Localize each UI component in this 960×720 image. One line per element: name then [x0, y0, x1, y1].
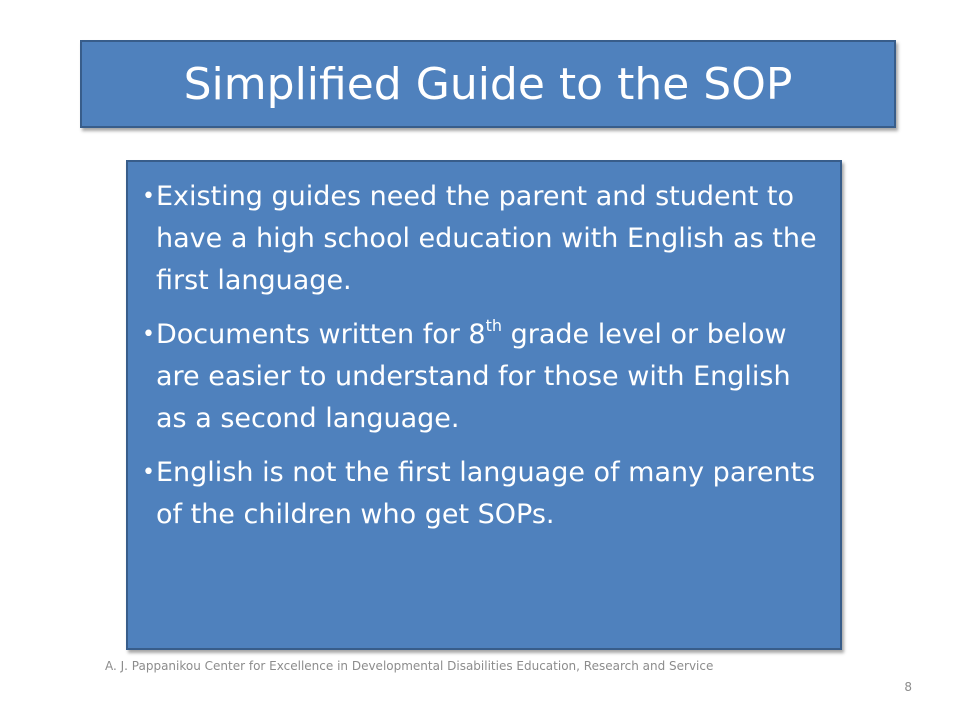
- bullet-item: [142, 176, 820, 302]
- bullet-item: [142, 452, 820, 536]
- bullet-list: [128, 162, 840, 536]
- bullet-item: [142, 314, 820, 440]
- bullet-text: Existing guides need the parent and student to have a high school education with English as the first language.: [156, 181, 817, 296]
- bullet-icon: •: [142, 184, 155, 209]
- bullet-text-part: Documents written for 8: [156, 319, 486, 350]
- bullet-text: English is not the first language of many parents of the children who get SOPs.: [156, 457, 816, 530]
- bullet-superscript: th: [485, 316, 502, 335]
- footer-text: A. J. Pappanikou Center for Excellence in Developmental Disabilities Education, Research and Service: [105, 659, 714, 673]
- page-number: 8: [904, 680, 912, 694]
- bullet-icon: •: [142, 322, 155, 347]
- bullet-text-part: grade level or below are easier to understand for those with English as a second language.: [156, 319, 791, 434]
- slide-title: Simplified Guide to the SOP: [183, 58, 793, 110]
- bullet-icon: •: [142, 460, 155, 485]
- content-box: [126, 160, 842, 650]
- title-box: [80, 40, 896, 128]
